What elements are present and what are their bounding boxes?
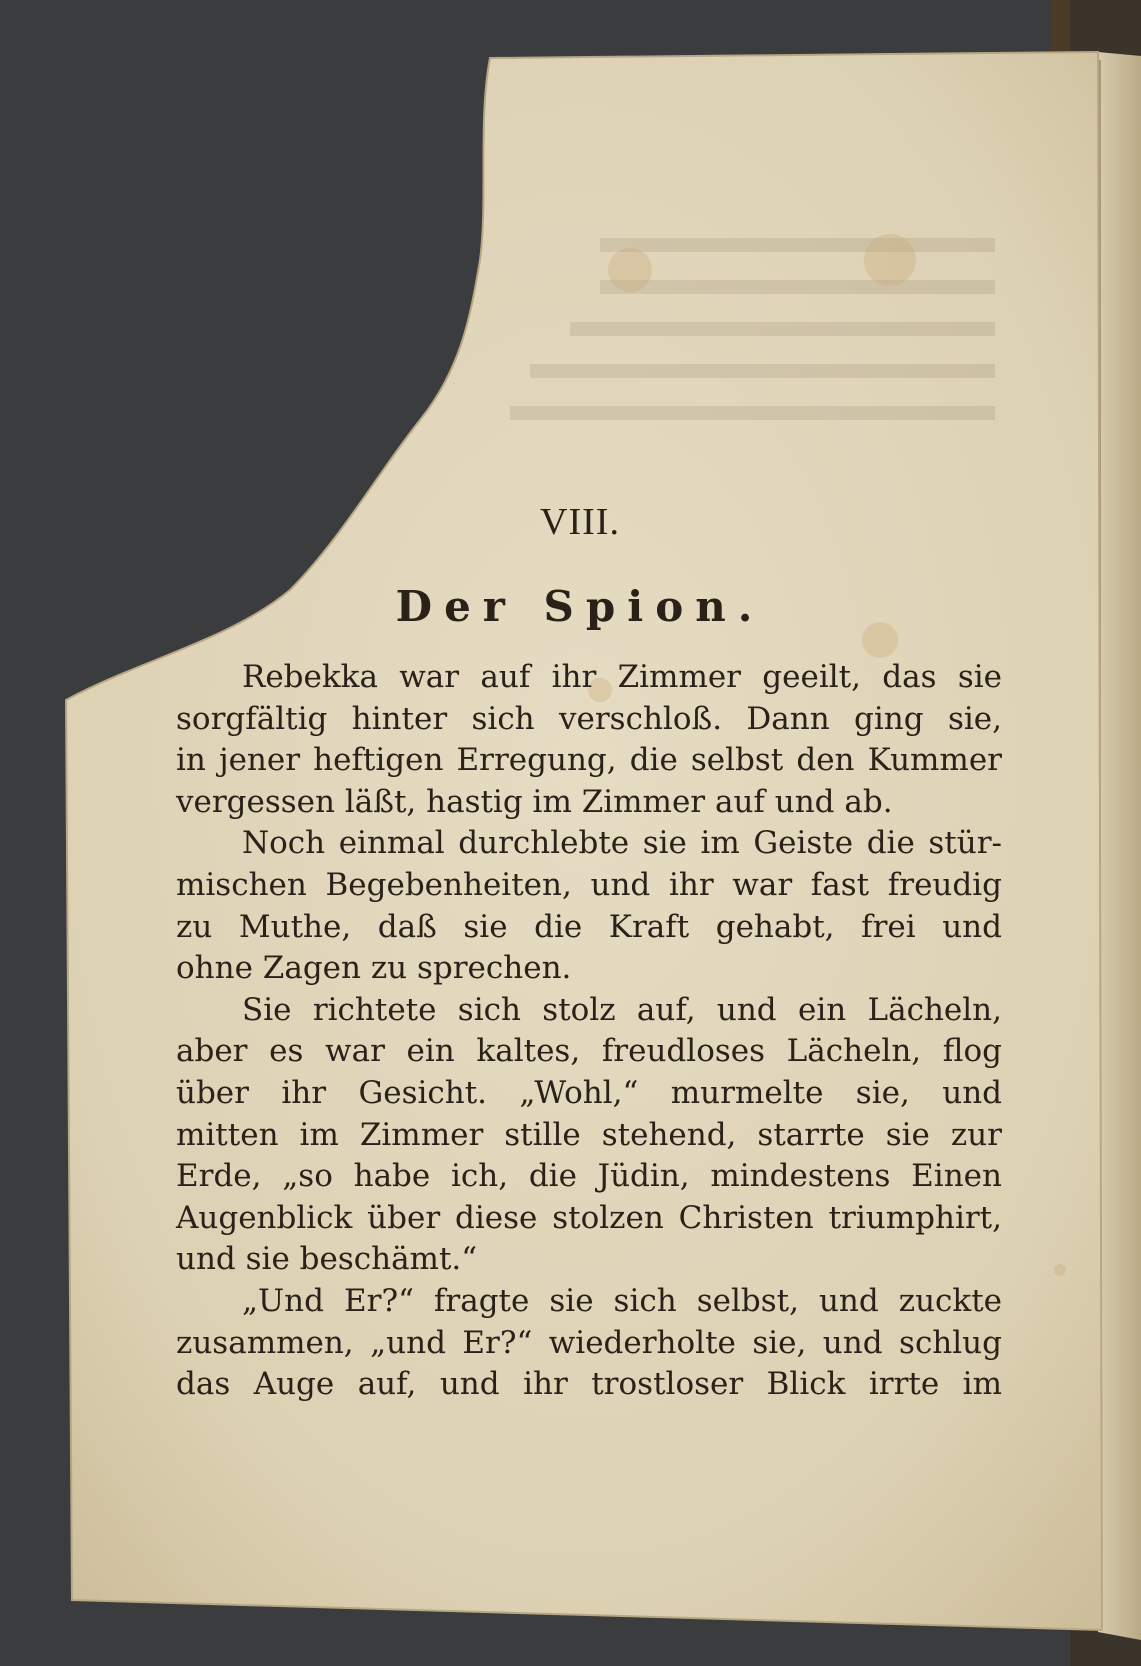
text-line: mitten im Zimmer stille stehend, starrte sie zur [176, 1116, 1002, 1153]
text-line: Augenblick über diese stolzen Christen triumphirt, [176, 1199, 1002, 1236]
text-line: sorgfältig hinter sich verschloß. Dann ging sie, [176, 700, 1002, 737]
text-line: Rebekka war auf ihr Zimmer geeilt, das sie [242, 659, 1002, 695]
text-line: vergessen läßt, hastig im Zimmer auf und ab. [176, 783, 893, 820]
chapter-title: Der Spion. [395, 582, 765, 631]
text-line: „Und Er?“ fragte sie sich selbst, und zuckte [242, 1283, 1002, 1319]
text-line: ohne Zagen zu sprechen. [176, 950, 572, 987]
text-line: zu Muthe, daß sie die Kraft gehabt, frei und [176, 908, 1002, 945]
text-line: über ihr Gesicht. „Wohl,“ murmelte sie, und [176, 1075, 1002, 1111]
chapter-number: VIII. [540, 501, 620, 543]
text-line: Noch einmal durchlebte sie im Geiste die stür- [242, 825, 1002, 862]
text-line: das Auge auf, und ihr trostloser Blick irrte im [176, 1366, 1002, 1403]
text-line: aber es war ein kaltes, freudloses Lächeln, flog [176, 1033, 1002, 1070]
text-line: mischen Begebenheiten, und ihr war fast freudig [176, 867, 1002, 903]
text-line: in jener heftigen Erregung, die selbst den Kummer [176, 742, 1002, 779]
text-line: und sie beschämt.“ [176, 1241, 478, 1278]
text-line: Sie richtete sich stolz auf, und ein Lächeln, [242, 991, 1002, 1028]
text-line: Erde, „so habe ich, die Jüdin, mindestens Einen [176, 1158, 1002, 1195]
text-line: zusammen, „und Er?“ wiederholte sie, und schlug [176, 1324, 1002, 1361]
